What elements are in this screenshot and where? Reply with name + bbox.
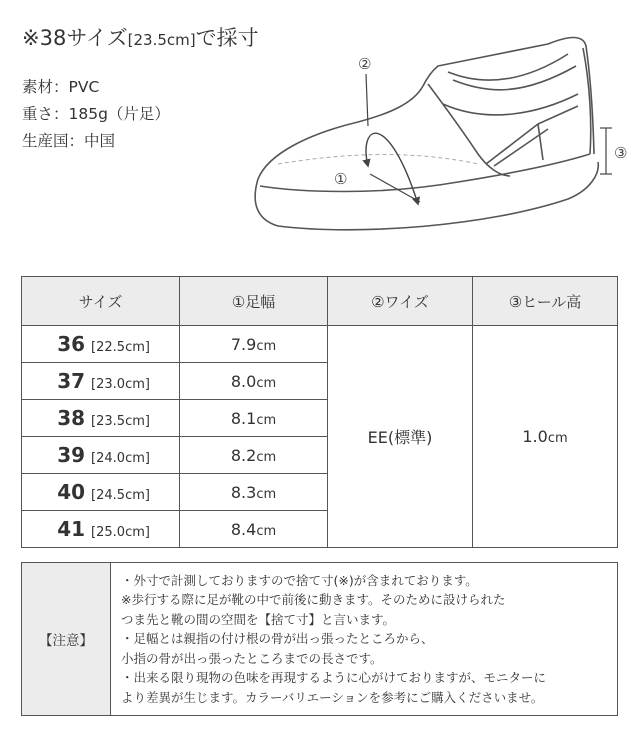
width-unit: cm: [256, 338, 277, 354]
wise-value: EE(標準): [328, 326, 473, 548]
width-value: 8.4: [230, 519, 257, 539]
notes-body: [111, 563, 618, 716]
heel-value: 1.0: [522, 427, 548, 446]
heel-unit: cm: [547, 431, 568, 446]
size-value: 38: [57, 406, 86, 430]
note-line: ※歩行する際に足が靴の中で前後に動きます。そのために設けられた: [121, 592, 506, 608]
size-cm: [25.0cm]: [91, 525, 150, 540]
size-cm: [24.0cm]: [91, 451, 150, 466]
measure-prefix: ※38サイズ: [22, 26, 128, 50]
size-value: 41: [57, 517, 86, 541]
header-size: サイズ: [22, 277, 180, 326]
size-cm: [23.0cm]: [91, 377, 150, 392]
size-cm: [23.5cm]: [91, 414, 150, 429]
width-value: 7.9: [230, 334, 257, 354]
spec-material: 素材：PVC: [22, 78, 100, 96]
width-unit: cm: [256, 523, 277, 539]
size-cm: [22.5cm]: [91, 340, 150, 355]
width-unit: cm: [256, 486, 277, 502]
spec-weight: 重さ：185g（片足）: [22, 105, 170, 123]
width-unit: cm: [256, 375, 277, 391]
marker-1: ①: [334, 170, 348, 188]
note-line: ・足幅とは親指の付け根の骨が出っ張ったところから、: [121, 631, 434, 647]
header-wise: ②ワイズ: [328, 277, 473, 326]
size-value: 36: [57, 332, 86, 356]
width-value: 8.2: [230, 445, 257, 465]
width-value: 8.0: [230, 371, 257, 391]
note-line: 小指の骨が出っ張ったところまでの長さです。: [121, 650, 383, 666]
shoe-diagram: [238, 14, 638, 254]
note-line: より差異が生じます。カラーバリエーションを参考にご購入くださいませ。: [121, 689, 544, 705]
note-line: ・出来る限り現物の色味を再現するように心がけておりますが、モニターに: [121, 670, 547, 686]
table-row: [22, 326, 618, 363]
size-value: 37: [57, 369, 86, 393]
note-line: ・外寸で計測しておりますので捨て寸(※)が含まれております。: [121, 572, 478, 588]
width-value: 8.1: [230, 408, 257, 428]
width-value: 8.3: [230, 482, 257, 502]
spec-list: [22, 74, 170, 155]
table-header-row: [22, 277, 618, 326]
size-table: [21, 276, 618, 548]
marker-2: ②: [358, 55, 372, 73]
size-value: 40: [57, 480, 86, 504]
notes-table: [21, 562, 618, 716]
note-line: つま先と靴の間の空間を【捨て寸】と言います。: [121, 611, 396, 627]
measure-size: [23.5cm]: [127, 31, 196, 49]
size-cm: [24.5cm]: [91, 488, 150, 503]
width-unit: cm: [256, 449, 277, 465]
width-unit: cm: [256, 412, 277, 428]
measurement-note: [22, 22, 259, 52]
header-foot-width: ①足幅: [180, 277, 328, 326]
marker-3: ③: [614, 144, 628, 162]
spec-origin: 生産国：中国: [22, 132, 116, 150]
header-heel-height: ③ヒール高: [473, 277, 618, 326]
size-value: 39: [57, 443, 86, 467]
notes-label: 【注意】: [22, 563, 111, 716]
measure-suffix: で採寸: [195, 26, 259, 50]
